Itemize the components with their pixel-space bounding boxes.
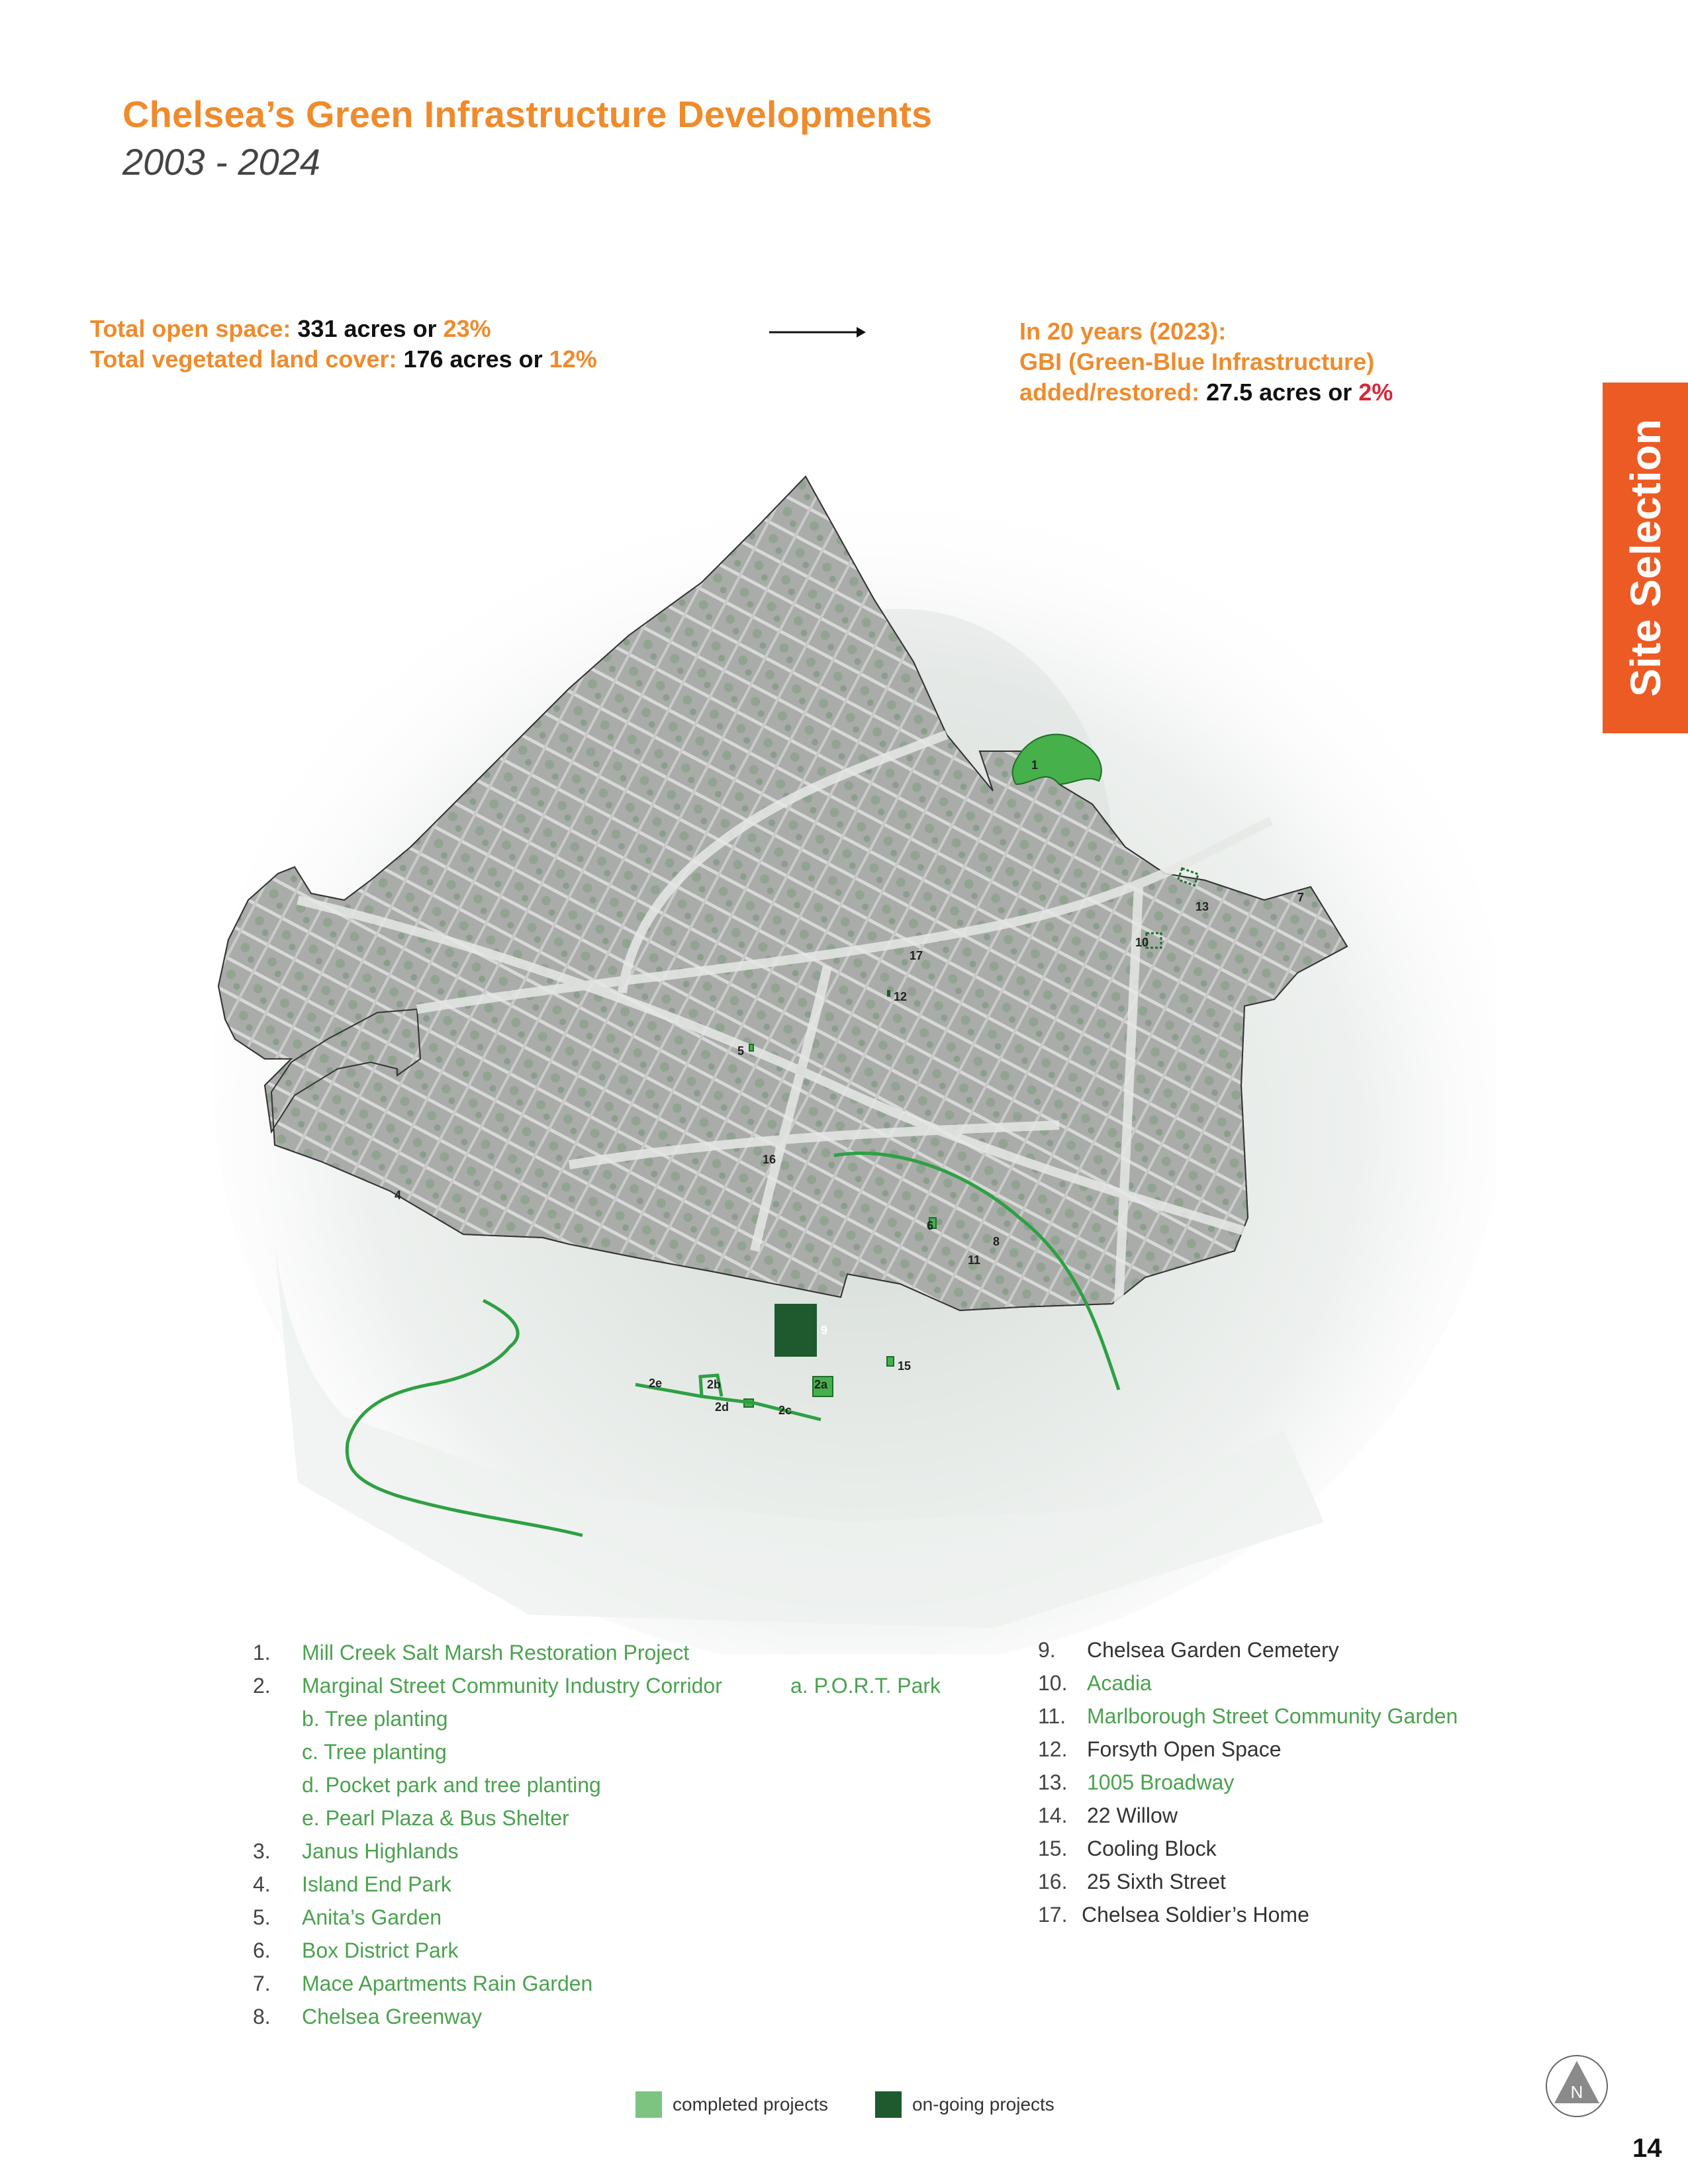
side-tab: [1603, 383, 1688, 733]
arrow-right-icon: [768, 324, 867, 340]
open-space-value: 331 acres or: [297, 315, 437, 342]
open-space-label: Total open space:: [90, 315, 291, 342]
gbi-pct: 2%: [1358, 379, 1393, 406]
map-label-7: 7: [1297, 891, 1305, 904]
gbi-stat: [1019, 377, 1393, 408]
legend-item-2b: b. Tree planting: [302, 1707, 448, 1731]
gbi-definition: GBI (Green-Blue Infrastructure): [1019, 348, 1375, 375]
legend-item-5: 5. Anita’s Garden: [253, 1905, 442, 1929]
stats-left: [90, 314, 597, 375]
vegetated-stat: [90, 344, 597, 375]
vegetated-label: Total vegetated land cover:: [90, 345, 397, 373]
map-label-2d: 2d: [715, 1400, 729, 1414]
legend-item-14: 14. 22 Willow: [1038, 1803, 1178, 1827]
legend-item-15: 15. Cooling Block: [1038, 1837, 1217, 1860]
legend-item-3: 3. Janus Highlands: [253, 1839, 459, 1863]
gbi-value: 27.5 acres or: [1206, 379, 1352, 406]
legend-item-2a: a. P.O.R.T. Park: [790, 1674, 941, 1698]
legend-item-2: 2. Marginal Street Community Industry Corridor: [253, 1674, 722, 1698]
legend-item-6: 6. Box District Park: [253, 1938, 459, 1962]
legend-item-11: 11. Marlborough Street Community Garden: [1038, 1704, 1458, 1728]
page-title: Chelsea’s Green Infrastructure Developments: [122, 93, 933, 135]
gbi-years: In 20 years (2023):: [1019, 318, 1227, 345]
legend-item-10: 10. Acadia: [1038, 1671, 1152, 1695]
open-space-stat: [90, 314, 597, 344]
map-label-8: 8: [993, 1235, 1000, 1248]
map-label-6: 6: [927, 1219, 934, 1232]
map-label-13: 13: [1196, 900, 1209, 913]
legend-item-2e: e. Pearl Plaza & Bus Shelter: [302, 1806, 569, 1830]
map-label-1: 1: [1031, 758, 1039, 772]
page-subtitle: 2003 - 2024: [122, 141, 320, 183]
chelsea-map: [199, 424, 1496, 1655]
vegetated-pct: 12%: [549, 345, 597, 373]
map-label-2e: 2e: [649, 1377, 663, 1390]
legend-item-12: 12. Forsyth Open Space: [1038, 1737, 1282, 1761]
map-label-17: 17: [910, 949, 923, 962]
legend-item-1: 1. Mill Creek Salt Marsh Restoration Project: [253, 1641, 690, 1664]
open-space-pct: 23%: [443, 315, 491, 342]
legend-item-16: 16. 25 Sixth Street: [1038, 1870, 1226, 1893]
project-12-area: [887, 990, 890, 997]
legend-item-8: 8. Chelsea Greenway: [253, 2005, 483, 2028]
legend-item-9: 9. Chelsea Garden Cemetery: [1038, 1638, 1339, 1662]
legend-item-13: 13. 1005 Broadway: [1038, 1770, 1235, 1794]
gbi-label: added/restored:: [1019, 379, 1200, 406]
project-15-area: [887, 1357, 894, 1366]
north-arrow-icon: [1545, 2054, 1609, 2118]
project-9-area: [774, 1304, 817, 1357]
project-5-area: [749, 1044, 753, 1051]
map-label-9: 9: [821, 1324, 828, 1337]
map-label-15: 15: [898, 1359, 912, 1373]
map-label-2a: 2a: [814, 1378, 828, 1391]
map-label-4: 4: [395, 1189, 402, 1202]
legend-item-2d: d. Pocket park and tree planting: [302, 1773, 601, 1797]
map-label-2b: 2b: [707, 1378, 722, 1391]
legend-item-2c: c. Tree planting: [302, 1740, 447, 1764]
map-label-11: 11: [968, 1253, 981, 1267]
map-label-16: 16: [763, 1153, 776, 1166]
ongoing-swatch: [875, 2091, 902, 2118]
side-tab-label: Site Selection: [1621, 419, 1669, 697]
legend-item-7: 7. Mace Apartments Rain Garden: [253, 1972, 593, 1995]
legend-item-4: 4. Island End Park: [253, 1872, 451, 1896]
map-label-12: 12: [894, 990, 908, 1003]
completed-key-label: completed projects: [673, 2094, 829, 2115]
map-label-2c: 2c: [778, 1404, 792, 1417]
legend-item-17: 17. Chelsea Soldier’s Home: [1038, 1903, 1309, 1927]
page-number: 14: [1632, 2134, 1662, 2163]
completed-swatch: [635, 2091, 662, 2118]
map-label-10: 10: [1135, 936, 1149, 949]
ongoing-key-label: on-going projects: [912, 2094, 1055, 2115]
compass-label: N: [1570, 2082, 1583, 2102]
vegetated-value: 176 acres or: [403, 345, 543, 373]
stats-right: [1019, 316, 1393, 408]
map-label-5: 5: [737, 1044, 745, 1058]
